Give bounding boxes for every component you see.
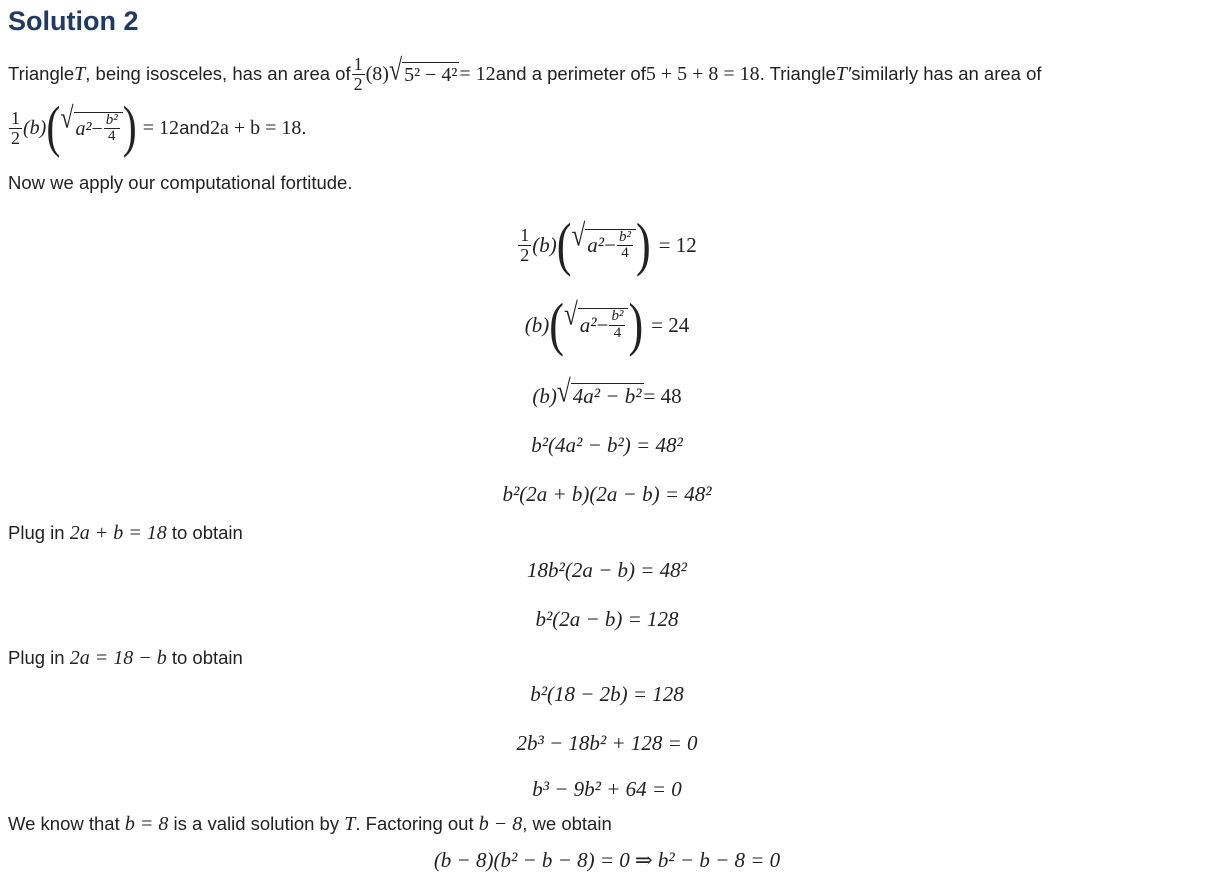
factor-b: (b) bbox=[532, 383, 557, 408]
text-fragment: We know that bbox=[8, 813, 125, 834]
area-value: = 12 bbox=[459, 63, 496, 86]
frac-den: 2 bbox=[520, 244, 530, 265]
radicand: 4a² − b² bbox=[572, 384, 642, 408]
text-fragment: Plug in bbox=[8, 647, 70, 668]
coef: (8) bbox=[365, 63, 389, 86]
frac-num: b² bbox=[105, 111, 118, 128]
text-fragment: to obtain bbox=[166, 647, 243, 668]
term-a2: a² bbox=[579, 313, 597, 338]
solution-heading: Solution 2 bbox=[8, 6, 139, 36]
text-fragment: and bbox=[179, 117, 210, 139]
equation-11: (b − 8)(b² − b − 8) = 0 ⇒ b² − b − 8 = 0 bbox=[433, 848, 781, 872]
term-a2: a² bbox=[75, 117, 92, 140]
math-inline: T bbox=[344, 813, 356, 835]
paragraph-area-Tprime bbox=[8, 97, 307, 160]
text-fragment: . bbox=[301, 117, 307, 139]
text-fragment: and a perimeter of bbox=[495, 63, 646, 85]
rhs: = 24 bbox=[651, 312, 690, 337]
paragraph-factoring bbox=[8, 812, 612, 836]
frac-den: 2 bbox=[353, 73, 363, 94]
frac-num: 1 bbox=[11, 108, 20, 128]
equation-5: b²(2a + b)(2a − b) = 48² bbox=[502, 482, 712, 506]
math-T: T bbox=[74, 63, 86, 86]
text-fragment: Triangle bbox=[8, 63, 75, 85]
frac-num: b² bbox=[618, 228, 631, 245]
frac-den: 4 bbox=[613, 325, 622, 342]
paragraph-area-perimeter bbox=[8, 55, 1042, 94]
factor-b: (b) bbox=[524, 312, 550, 337]
rhs: = 48 bbox=[643, 383, 682, 408]
paragraph-plug-2 bbox=[8, 646, 243, 670]
equation-2: (b) ( √ a² − $\frac{\text{b²}}{4}$ ) = 24 bbox=[524, 291, 690, 358]
text-fragment: Plug in bbox=[8, 522, 70, 543]
math-inline: 2a = 18 − b bbox=[69, 647, 167, 669]
math-inline: 2a + b = 18 bbox=[69, 522, 167, 544]
text-fragment: to obtain bbox=[166, 522, 243, 543]
math-area-T: $\frac{1}{2}$ (8) √ 5² − 4² = 12 bbox=[353, 54, 496, 94]
radicand: 5² − 4² bbox=[404, 63, 458, 86]
frac-num: 1 bbox=[520, 225, 530, 245]
math-inline: b − 8 bbox=[478, 813, 523, 835]
equation-9: 2b³ − 18b² + 128 = 0 bbox=[516, 731, 698, 755]
factor-b: (b) bbox=[23, 117, 47, 140]
text-fragment: . Triangle bbox=[759, 63, 836, 85]
equation-7: b²(2a − b) = 128 bbox=[535, 607, 679, 631]
text-fragment: is a valid solution by bbox=[168, 813, 345, 834]
frac-den: 2 bbox=[11, 127, 20, 148]
math-inline: b = 8 bbox=[124, 813, 169, 835]
rhs: = 12 bbox=[142, 117, 180, 140]
equation-10: b³ − 9b² + 64 = 0 bbox=[532, 777, 682, 801]
text-fragment: . Factoring out bbox=[355, 813, 479, 834]
minus: − bbox=[604, 233, 616, 258]
equation-1: $\frac{1}{2}$ (b) ( √ a² − $\frac{\text{b²}}{4}$ ) = 12 bbox=[520, 211, 697, 278]
rhs: = 12 bbox=[658, 232, 697, 257]
text-fragment: , we obtain bbox=[522, 813, 612, 834]
text-fragment: , being isosceles, has an area of bbox=[85, 63, 351, 85]
minus: − bbox=[596, 313, 609, 338]
term-a2: a² bbox=[587, 233, 605, 258]
minus: − bbox=[91, 117, 103, 140]
text-fragment: similarly has an area of bbox=[851, 63, 1042, 85]
math-perimeter: 5 + 5 + 8 = 18 bbox=[645, 63, 760, 86]
paragraph-fortitude: Now we apply our computational fortitude. bbox=[8, 172, 353, 193]
frac-den: 4 bbox=[621, 245, 629, 262]
equation-3: (b) √ 4a² − b² = 48 bbox=[532, 375, 682, 409]
frac-den: 4 bbox=[108, 128, 116, 145]
frac-num: 1 bbox=[353, 54, 363, 74]
equation-6: 18b²(2a − b) = 48² bbox=[527, 558, 687, 582]
math-Tprime: T′ bbox=[835, 63, 852, 86]
equation-4: b²(4a² − b²) = 48² bbox=[531, 433, 683, 457]
paragraph-plug-1 bbox=[8, 521, 243, 545]
factor-b: (b) bbox=[532, 232, 557, 257]
equation-8: b²(18 − 2b) = 128 bbox=[530, 682, 684, 706]
math-area-Tprime: $\frac{1}{2}$ (b) ( √ a² − $\frac{\text{b²}}{4}$ ) = 12 bbox=[11, 97, 180, 160]
frac-num: b² bbox=[611, 308, 624, 325]
math-sum: 2a + b = 18 bbox=[209, 117, 302, 140]
